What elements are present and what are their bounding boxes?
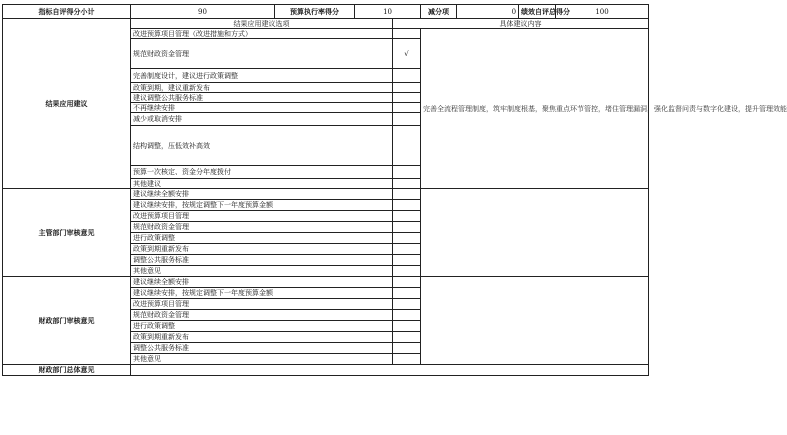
supervisor-option-label: 规范财政资金管理 <box>131 222 393 233</box>
finance-option-check[interactable] <box>393 310 421 321</box>
result-option-check[interactable] <box>393 166 421 179</box>
result-advice-content: 完善全流程管理制度，筑牢制度根基，聚焦重点环节管控，堵住管理漏洞，强化监督问责与数字化建设，提升管理效能 <box>421 29 649 189</box>
finance-option-check[interactable] <box>393 277 421 288</box>
supervisor-option-label: 建议继续安排，按规定调整下一年度预算金额 <box>131 200 393 211</box>
finance-option-check[interactable] <box>393 321 421 332</box>
result-option-check[interactable] <box>393 126 421 166</box>
finance-option-check[interactable] <box>393 354 421 365</box>
overall-opinion-content[interactable] <box>131 365 649 376</box>
overall-opinion-row <box>3 365 649 376</box>
total-score-label: 绩效自评总得分 <box>519 5 556 19</box>
indicator-subtotal-value: 90 <box>131 5 275 19</box>
finance-option-check[interactable] <box>393 288 421 299</box>
result-option-label: 规范财政资金管理 <box>131 39 393 69</box>
supervisor-opinion-content[interactable] <box>421 189 649 277</box>
result-option-label: 完善制度设计，建议进行政策调整 <box>131 69 393 83</box>
deduction-value: 0 <box>457 5 519 19</box>
finance-opinion-content[interactable] <box>421 277 649 365</box>
supervisor-option-check[interactable] <box>393 189 421 200</box>
supervisor-option-check[interactable] <box>393 244 421 255</box>
finance-option-row <box>3 277 649 288</box>
supervisor-option-label: 进行政策调整 <box>131 233 393 244</box>
column-header-row <box>3 19 649 29</box>
budget-exec-label: 预算执行率得分 <box>275 5 355 19</box>
finance-option-label: 政策到期重新发布 <box>131 332 393 343</box>
result-section-label: 结果应用建议 <box>3 19 131 189</box>
finance-option-label: 进行政策调整 <box>131 321 393 332</box>
content-column-header: 具体建议内容 <box>393 19 649 29</box>
result-option-check[interactable] <box>393 113 421 126</box>
result-option-label: 减少或取消安排 <box>131 113 393 126</box>
result-option-check[interactable] <box>393 103 421 113</box>
finance-option-check[interactable] <box>393 299 421 310</box>
finance-option-label: 规范财政资金管理 <box>131 310 393 321</box>
finance-option-label: 调整公共服务标准 <box>131 343 393 354</box>
supervisor-option-label: 其他意见 <box>131 266 393 277</box>
result-option-check[interactable] <box>393 69 421 83</box>
finance-option-label: 改进预算项目管理 <box>131 299 393 310</box>
result-option-label: 其他建议 <box>131 179 393 189</box>
result-option-label: 结构调整，压低效补高效 <box>131 126 393 166</box>
supervisor-option-check[interactable] <box>393 222 421 233</box>
supervisor-option-label: 调整公共服务标准 <box>131 255 393 266</box>
supervisor-option-row <box>3 189 649 200</box>
supervisor-option-check[interactable] <box>393 255 421 266</box>
result-option-label: 建议调整公共服务标准 <box>131 93 393 103</box>
options-column-header: 结果应用建议选项 <box>131 19 393 29</box>
result-option-label: 改进预算项目管理（改进措施和方式） <box>131 29 393 39</box>
supervisor-option-label: 改进预算项目管理 <box>131 211 393 222</box>
result-option-check[interactable] <box>393 179 421 189</box>
supervisor-option-check[interactable] <box>393 233 421 244</box>
result-option-label: 政策到期，建议重新发布 <box>131 83 393 93</box>
finance-option-label: 建议继续安排，按规定调整下一年度预算金额 <box>131 288 393 299</box>
deduction-label: 减分项 <box>421 5 457 19</box>
finance-option-label: 其他意见 <box>131 354 393 365</box>
supervisor-option-check[interactable] <box>393 266 421 277</box>
supervisor-option-check[interactable] <box>393 211 421 222</box>
budget-exec-value: 10 <box>355 5 421 19</box>
supervisor-option-check[interactable] <box>393 200 421 211</box>
finance-section-label: 财政部门审核意见 <box>3 277 131 365</box>
supervisor-section-label: 主管部门审核意见 <box>3 189 131 277</box>
finance-option-check[interactable] <box>393 332 421 343</box>
finance-option-label: 建议继续全额安排 <box>131 277 393 288</box>
indicator-subtotal-label: 指标自评得分小计 <box>3 5 131 19</box>
finance-option-check[interactable] <box>393 343 421 354</box>
result-option-label: 不再继续安排 <box>131 103 393 113</box>
supervisor-option-label: 政策到期重新发布 <box>131 244 393 255</box>
score-summary-row <box>3 5 649 19</box>
result-option-label: 预算一次核定、资金分年度拨付 <box>131 166 393 179</box>
evaluation-table <box>2 4 787 376</box>
result-option-checkmark[interactable]: √ <box>393 39 421 69</box>
overall-opinion-label: 财政部门总体意见 <box>3 365 131 376</box>
result-option-check[interactable] <box>393 29 421 39</box>
result-option-check[interactable] <box>393 93 421 103</box>
result-option-check[interactable] <box>393 83 421 93</box>
supervisor-option-label: 建议继续全额安排 <box>131 189 393 200</box>
total-score-value: 100 <box>556 5 649 19</box>
